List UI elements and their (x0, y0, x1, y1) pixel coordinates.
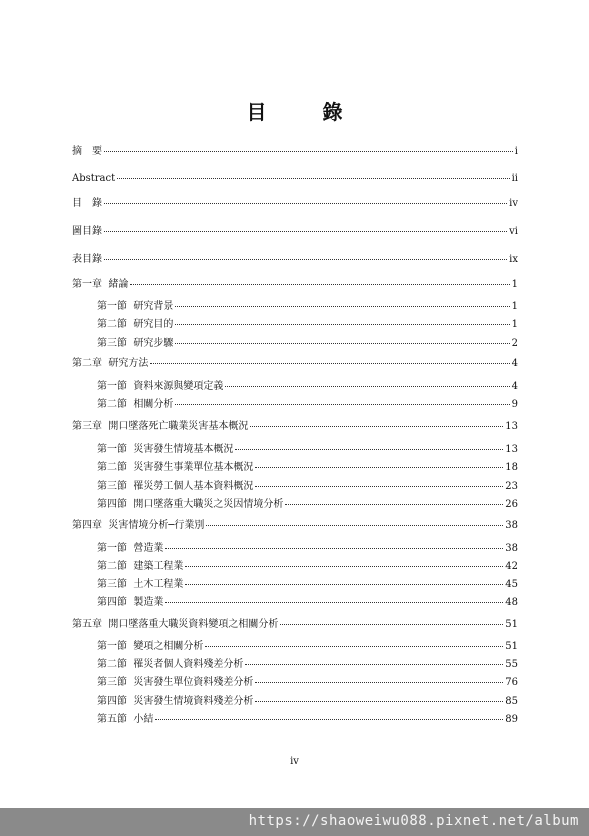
toc-entry-label: 第一章 緒論 (72, 279, 129, 290)
toc-leader-dots (205, 646, 503, 647)
toc-section-entry (97, 561, 518, 573)
toc-leader-dots (185, 566, 503, 567)
toc-entry-page: 85 (505, 696, 518, 707)
toc-entry-page: ix (509, 254, 518, 265)
watermark-url: https://shaoweiwu088.pixnet.net/album (248, 813, 579, 829)
toc-section-entry (97, 714, 518, 726)
toc-section-entry (97, 338, 518, 350)
toc-entry-page: 2 (511, 338, 518, 349)
toc-entry (72, 254, 518, 266)
toc-leader-dots (104, 151, 513, 152)
toc-entry-label: 第二節 罹災者個人資料殘差分析 (97, 659, 244, 670)
toc-entry-label: 第四章 災害情境分析─行業別 (72, 520, 205, 531)
toc-section-entry (97, 659, 518, 671)
toc-entry (72, 173, 518, 185)
toc-entry-page: i (514, 146, 518, 157)
toc-entry-page: 89 (505, 714, 518, 725)
toc-leader-dots (255, 682, 503, 683)
toc-entry-label: 第一節 變項之相關分析 (97, 641, 204, 652)
toc-entry-label: 第一節 研究背景 (97, 301, 174, 312)
toc-entry-page: 9 (511, 399, 518, 410)
toc-entry (72, 198, 518, 210)
toc-entry-page: 48 (505, 597, 518, 608)
toc-entry-page: 76 (505, 677, 518, 688)
toc-leader-dots (130, 284, 509, 285)
toc-entry-label: 第二節 建築工程業 (97, 561, 184, 572)
toc-entry (72, 421, 518, 433)
page-title: 目 錄 (246, 100, 361, 124)
toc-entry-label: 第三節 災害發生單位資料殘差分析 (97, 677, 254, 688)
toc-entry-page: ii (511, 173, 518, 184)
toc-entry-page: 51 (505, 641, 518, 652)
toc-entry (72, 146, 518, 158)
toc-leader-dots (285, 504, 503, 505)
toc-entry-page: 38 (505, 520, 518, 531)
toc-entry-label: Abstract (72, 173, 116, 184)
toc-entry-page: 42 (505, 561, 518, 572)
toc-entry-label: 第五章 開口墜落重大職災資料變項之相關分析 (72, 619, 279, 630)
toc-entry (72, 619, 518, 631)
toc-leader-dots (104, 203, 507, 204)
toc-section-entry (97, 677, 518, 689)
toc-leader-dots (245, 664, 503, 665)
toc-leader-dots (280, 624, 503, 625)
toc-leader-dots (165, 602, 503, 603)
toc-leader-dots (225, 386, 509, 387)
toc-entry-label: 第五節 小結 (97, 714, 154, 725)
toc-leader-dots (117, 178, 509, 179)
toc-entry (72, 279, 518, 291)
toc-leader-dots (155, 719, 503, 720)
toc-section-entry (97, 462, 518, 474)
toc-section-entry (97, 319, 518, 331)
toc-entry-label: 摘 要 (72, 146, 102, 157)
toc-section-entry (97, 696, 518, 708)
toc-leader-dots (175, 343, 509, 344)
toc-leader-dots (250, 426, 503, 427)
toc-section-entry (97, 543, 518, 555)
toc-entry-page: 1 (511, 301, 518, 312)
toc-entry-page: 23 (505, 481, 518, 492)
toc-entry-label: 第三節 土木工程業 (97, 579, 184, 590)
toc-entry-page: 13 (505, 444, 518, 455)
toc-entry-page: iv (509, 198, 518, 209)
toc-section-entry (97, 444, 518, 456)
toc-entry-label: 第二章 研究方法 (72, 358, 149, 369)
toc-section-entry (97, 381, 518, 393)
toc-entry-page: 18 (505, 462, 518, 473)
toc-section-entry (97, 499, 518, 511)
toc-leader-dots (235, 449, 503, 450)
toc-entry-label: 第一節 災害發生情境基本概況 (97, 444, 234, 455)
toc-entry (72, 226, 518, 238)
toc-section-entry (97, 597, 518, 609)
page-number: iv (290, 756, 299, 767)
toc-entry-label: 第三節 罹災勞工個人基本資料概況 (97, 481, 254, 492)
toc-entry-page: 26 (505, 499, 518, 510)
toc-section-entry (97, 481, 518, 493)
toc-entry-label: 第三章 開口墜落死亡職業災害基本概況 (72, 421, 249, 432)
toc-entry-label: 圖目錄 (72, 226, 102, 237)
toc-entry-label: 第二節 研究目的 (97, 319, 174, 330)
toc-entry-page: 4 (511, 381, 518, 392)
toc-entry-page: 1 (511, 319, 518, 330)
toc-entry (72, 358, 518, 370)
toc-entry-label: 表目錄 (72, 254, 102, 265)
toc-section-entry (97, 579, 518, 591)
toc-leader-dots (175, 324, 509, 325)
toc-entry-page: 55 (505, 659, 518, 670)
toc-leader-dots (185, 584, 503, 585)
toc-entry-label: 第一節 資料來源與變項定義 (97, 381, 224, 392)
toc-entry-page: vi (509, 226, 518, 237)
toc-section-entry (97, 301, 518, 313)
watermark-bar (0, 808, 589, 836)
toc-section-entry (97, 399, 518, 411)
toc-entry-label: 第四節 災害發生情境資料殘差分析 (97, 696, 254, 707)
toc-leader-dots (175, 306, 509, 307)
toc-entry-page: 13 (505, 421, 518, 432)
toc-leader-dots (255, 701, 503, 702)
toc-entry-page: 1 (511, 279, 518, 290)
toc-leader-dots (165, 548, 503, 549)
toc-entry-label: 第二節 相關分析 (97, 399, 174, 410)
toc-entry-label: 第三節 研究步驟 (97, 338, 174, 349)
toc-section-entry (97, 641, 518, 653)
toc-leader-dots (104, 259, 507, 260)
toc-entry-label: 第一節 營造業 (97, 543, 164, 554)
toc-leader-dots (255, 486, 503, 487)
toc-leader-dots (104, 231, 507, 232)
toc-leader-dots (255, 467, 503, 468)
toc-leader-dots (150, 363, 509, 364)
toc-leader-dots (206, 525, 503, 526)
toc-entry-label: 第四節 製造業 (97, 597, 164, 608)
toc-entry-page: 4 (511, 358, 518, 369)
toc-entry-page: 45 (505, 579, 518, 590)
toc-entry (72, 520, 518, 532)
toc-entry-label: 第四節 開口墜落重大職災之災因情境分析 (97, 499, 284, 510)
toc-entry-label: 目 錄 (72, 198, 102, 209)
toc-entry-page: 38 (505, 543, 518, 554)
toc-leader-dots (175, 404, 509, 405)
toc-entry-label: 第二節 災害發生事業單位基本概況 (97, 462, 254, 473)
toc-entry-page: 51 (505, 619, 518, 630)
